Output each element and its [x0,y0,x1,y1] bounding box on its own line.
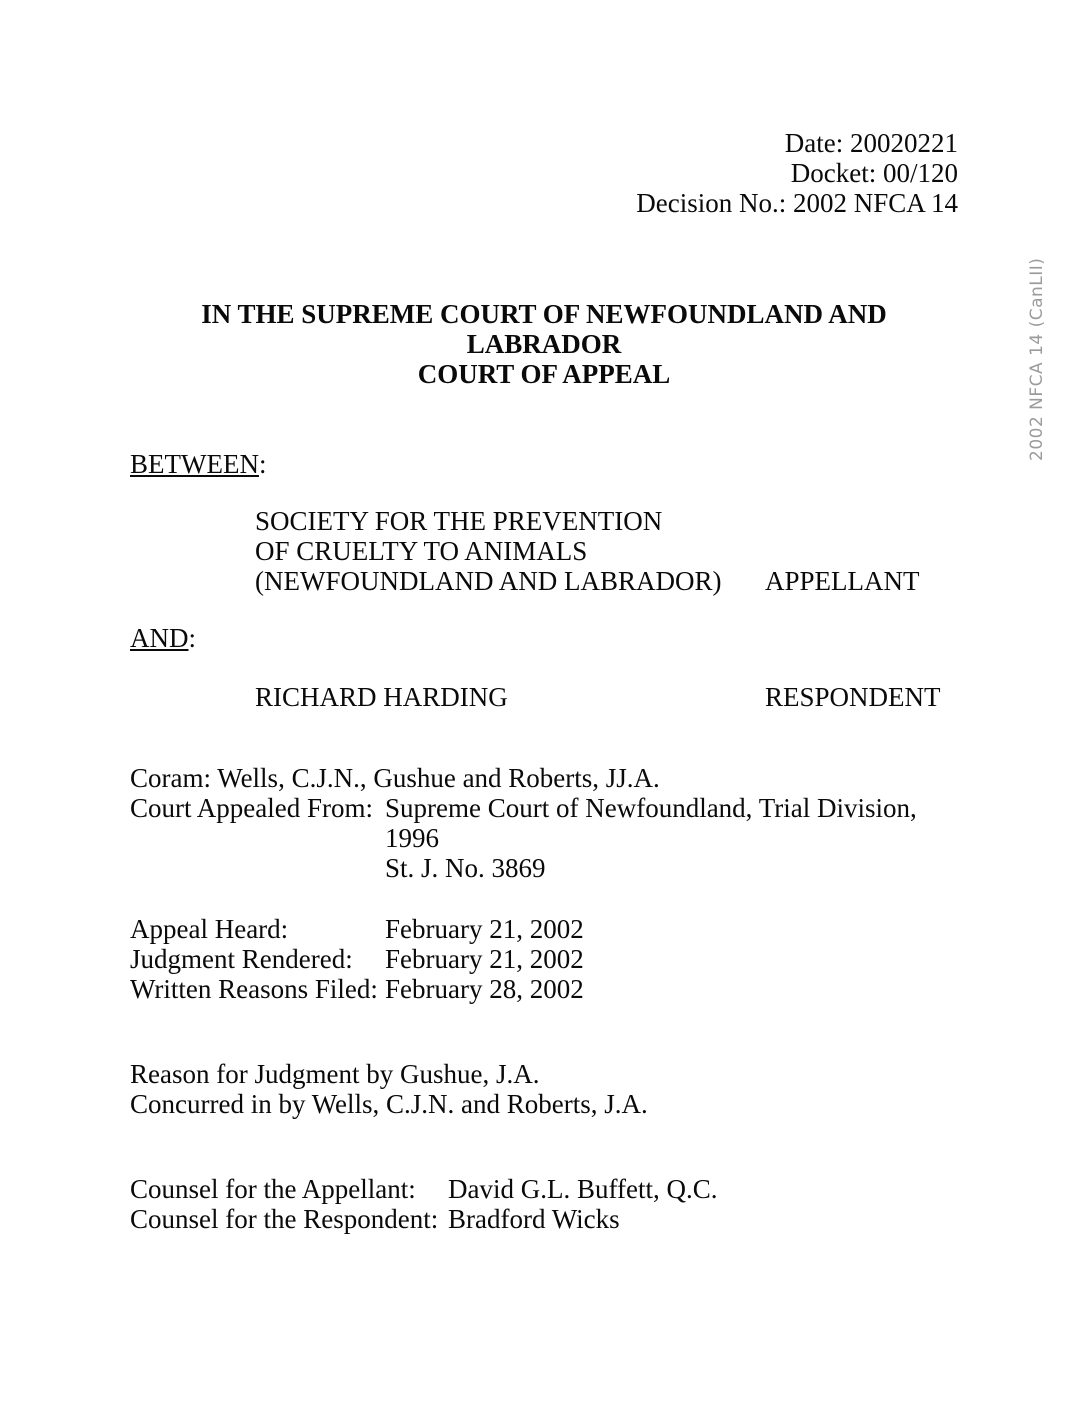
counsel-appellant-label: Counsel for the Appellant: [130,1174,416,1204]
respondent-name: RICHARD HARDING [255,682,508,712]
counsel-respondent-value: Bradford Wicks [448,1204,620,1234]
respondent-designation: RESPONDENT [765,682,941,712]
dates-section [130,914,958,1004]
appellant-designation: APPELLANT [765,566,920,596]
respondent-party-block [255,682,958,712]
between-heading [130,449,266,479]
between-colon: : [258,449,267,479]
appealed-from-value: Supreme Court of Newfoundland, Trial Division, 1996 [385,793,917,853]
canlii-citation-text: 2002 NFCA 14 (CanLII) [1027,257,1047,461]
reason-for-judgment-line: Reason for Judgment by Gushue, J.A. [130,1059,540,1089]
written-reasons-label: Written Reasons Filed: [130,974,378,1004]
judgment-rendered-value: February 21, 2002 [385,944,584,974]
court-title-line1: IN THE SUPREME COURT OF NEWFOUNDLAND AND LABRADOR [201,299,887,359]
court-title [130,299,958,389]
and-heading [130,623,196,653]
appellant-party-block [255,506,958,596]
appealed-from-value-line2: St. J. No. 3869 [385,853,546,883]
written-reasons-value: February 28, 2002 [385,974,584,1004]
counsel-respondent-label: Counsel for the Respondent: [130,1204,439,1234]
decision-number-line: Decision No.: 2002 NFCA 14 [636,188,958,218]
counsel-section [130,1174,958,1234]
appellant-name-line3: (NEWFOUNDLAND AND LABRADOR) [255,566,722,596]
coram-section [130,763,958,883]
coram-line: Coram: Wells, C.J.N., Gushue and Roberts, JJ.A. [130,763,660,793]
and-colon: : [188,623,197,653]
appealed-from-label-spacer [130,853,385,883]
between-word: BETWEEN [130,449,259,479]
header-metadata [130,128,958,218]
appealed-from-label: Court Appealed From: [130,793,373,823]
appeal-heard-row [130,914,958,944]
counsel-appellant-row [130,1174,958,1204]
appeal-heard-value: February 21, 2002 [385,914,584,944]
appellant-name-line1: SOCIETY FOR THE PREVENTION [255,506,663,536]
counsel-respondent-row [130,1204,958,1234]
appealed-from-row-2 [130,853,958,883]
court-title-line2: COURT OF APPEAL [417,359,671,389]
appealed-from-row [130,793,958,853]
counsel-appellant-value: David G.L. Buffett, Q.C. [448,1174,718,1204]
appellant-name-line2: OF CRUELTY TO ANIMALS [255,536,588,566]
written-reasons-row [130,974,958,1004]
judgment-attribution-section [130,1059,958,1119]
judgment-rendered-label: Judgment Rendered: [130,944,353,974]
docket-line: Docket: 00/120 [790,158,958,188]
concurred-in-line: Concurred in by Wells, C.J.N. and Roberts, J.A. [130,1089,648,1119]
appeal-heard-label: Appeal Heard: [130,914,289,944]
date-line: Date: 20020221 [784,128,958,158]
judgment-rendered-row [130,944,958,974]
and-word: AND [130,623,189,653]
